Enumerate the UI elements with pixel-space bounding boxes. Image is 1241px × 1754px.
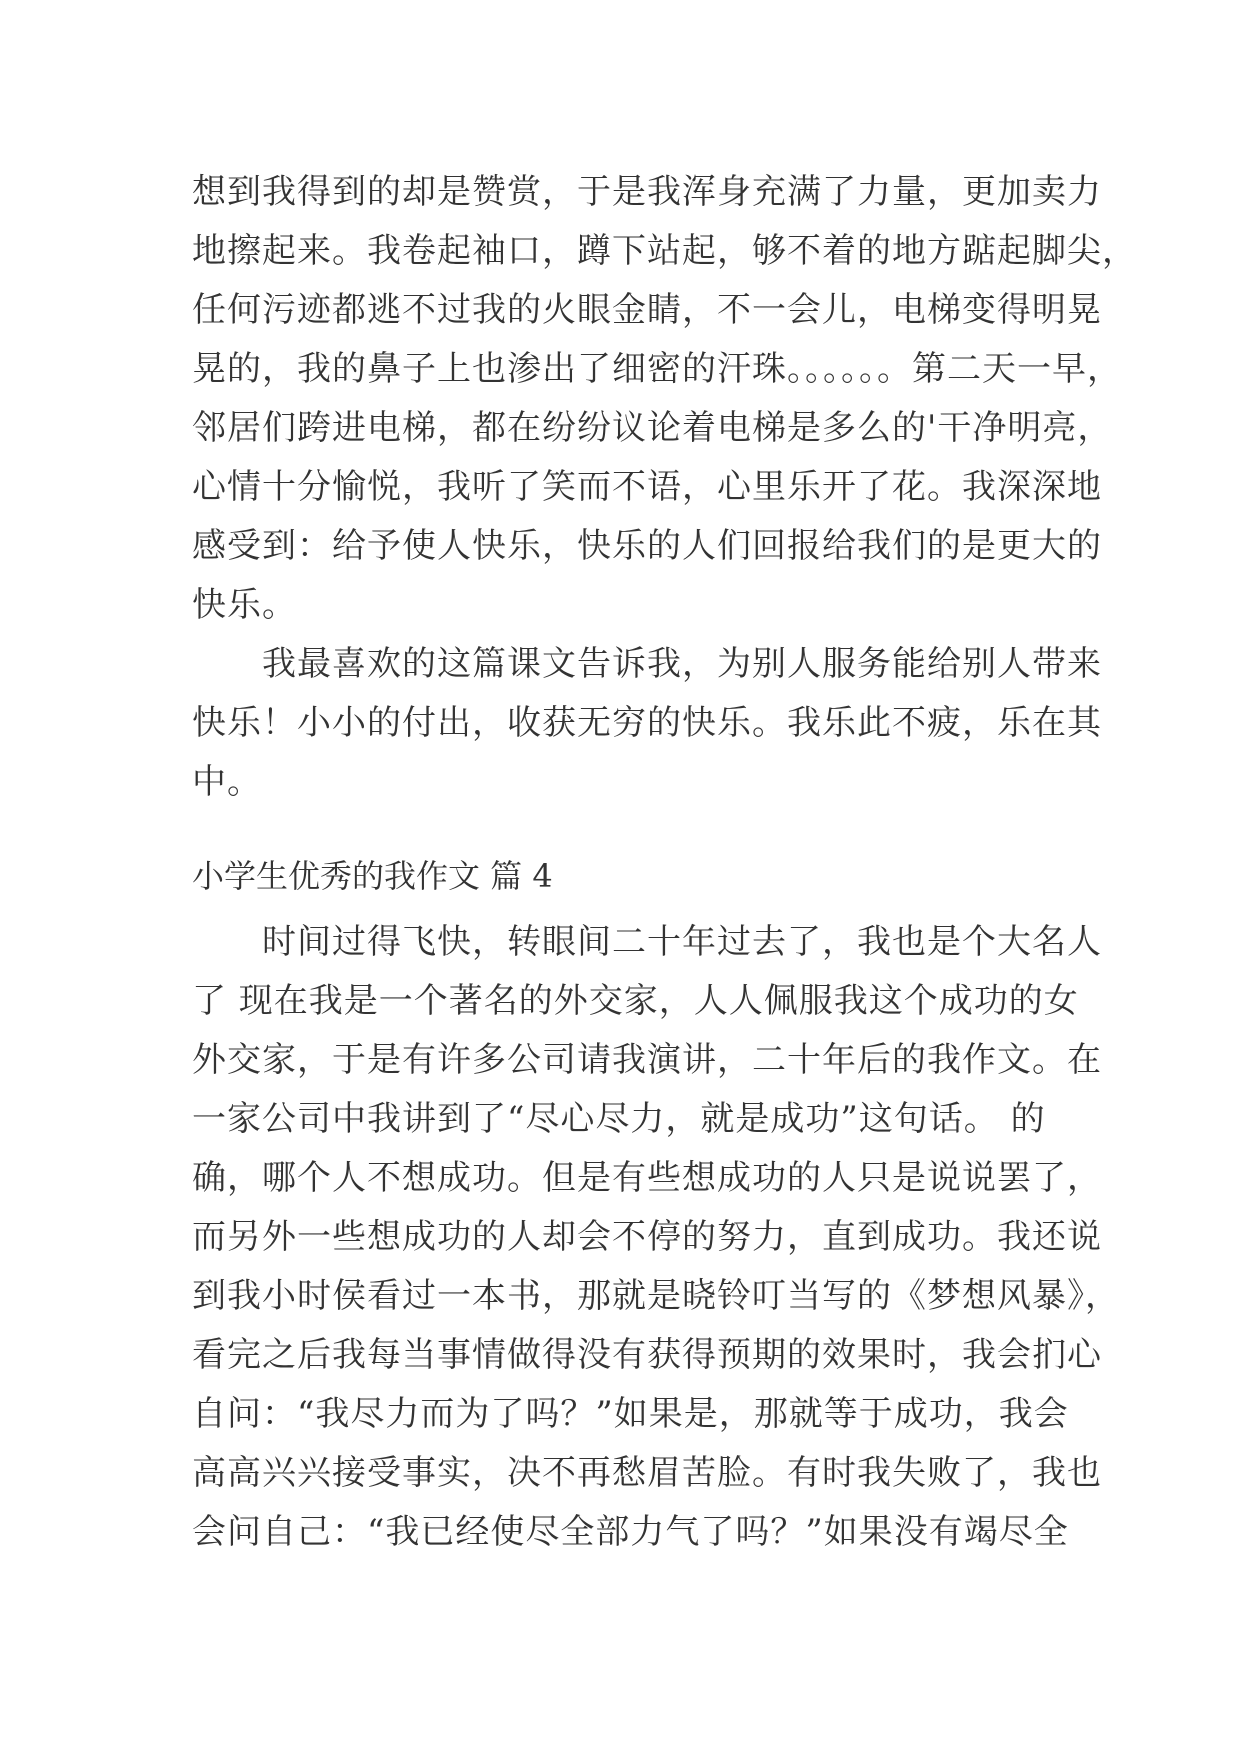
text-line: 我最喜欢的这篇课文告诉我，为别人服务能给别人带来 [192, 644, 1102, 684]
text-line: 地擦起来。我卷起袖口，蹲下站起，够不着的地方踮起脚尖， [192, 231, 1137, 271]
text-line: 中。 [192, 762, 262, 802]
text-line: 确，哪个人不想成功。但是有些想成功的人只是说说罢了， [192, 1158, 1102, 1198]
text-line: 高高兴兴接受事实，决不再愁眉苦脸。有时我失败了，我也 [192, 1453, 1102, 1493]
text-line: 快乐！小小的付出，收获无穷的快乐。我乐此不疲，乐在其 [192, 703, 1102, 743]
text-line: 而另外一些想成功的人却会不停的努力，直到成功。我还说 [192, 1217, 1102, 1257]
text-line: 外交家，于是有许多公司请我演讲，二十年后的我作文。在 [192, 1040, 1102, 1080]
text-line: 了 现在我是一个著名的外交家，人人佩服我这个成功的女 [192, 981, 1079, 1021]
text-line: 一家公司中我讲到了“尽心尽力，就是成功”这句话。 的 [192, 1099, 1046, 1139]
text-line: 到我小时侯看过一本书，那就是晓铃叮当写的《梦想风暴》， [192, 1276, 1120, 1316]
text-line: 心情十分愉悦，我听了笑而不语，心里乐开了花。我深深地 [192, 467, 1102, 507]
text-line: 自问：“我尽力而为了吗？”如果是，那就等于成功，我会 [192, 1394, 1069, 1434]
text-line: 感受到：给予使人快乐，快乐的人们回报给我们的是更大的 [192, 526, 1102, 566]
text-line: 想到我得到的却是赞赏，于是我浑身充满了力量，更加卖力 [192, 172, 1102, 212]
text-line: 邻居们跨进电梯，都在纷纷议论着电梯是多么的'干净明亮， [192, 408, 1113, 448]
text-line: 会问自己：“我已经使尽全部力气了吗？”如果没有竭尽全 [192, 1512, 1069, 1552]
text-line: 任何污迹都逃不过我的火眼金睛，不一会儿，电梯变得明晃 [192, 290, 1102, 330]
text-line: 时间过得飞快，转眼间二十年过去了，我也是个大名人 [192, 922, 1102, 962]
text-line: 晃的，我的鼻子上也渗出了细密的汗珠。。。。。。第二天一早， [192, 349, 1122, 389]
section-heading: 小学生优秀的我作文 篇 4 [192, 857, 553, 895]
text-line: 快乐。 [192, 585, 297, 625]
text-line: 看完之后我每当事情做得没有获得预期的效果时，我会扪心 [192, 1335, 1102, 1375]
